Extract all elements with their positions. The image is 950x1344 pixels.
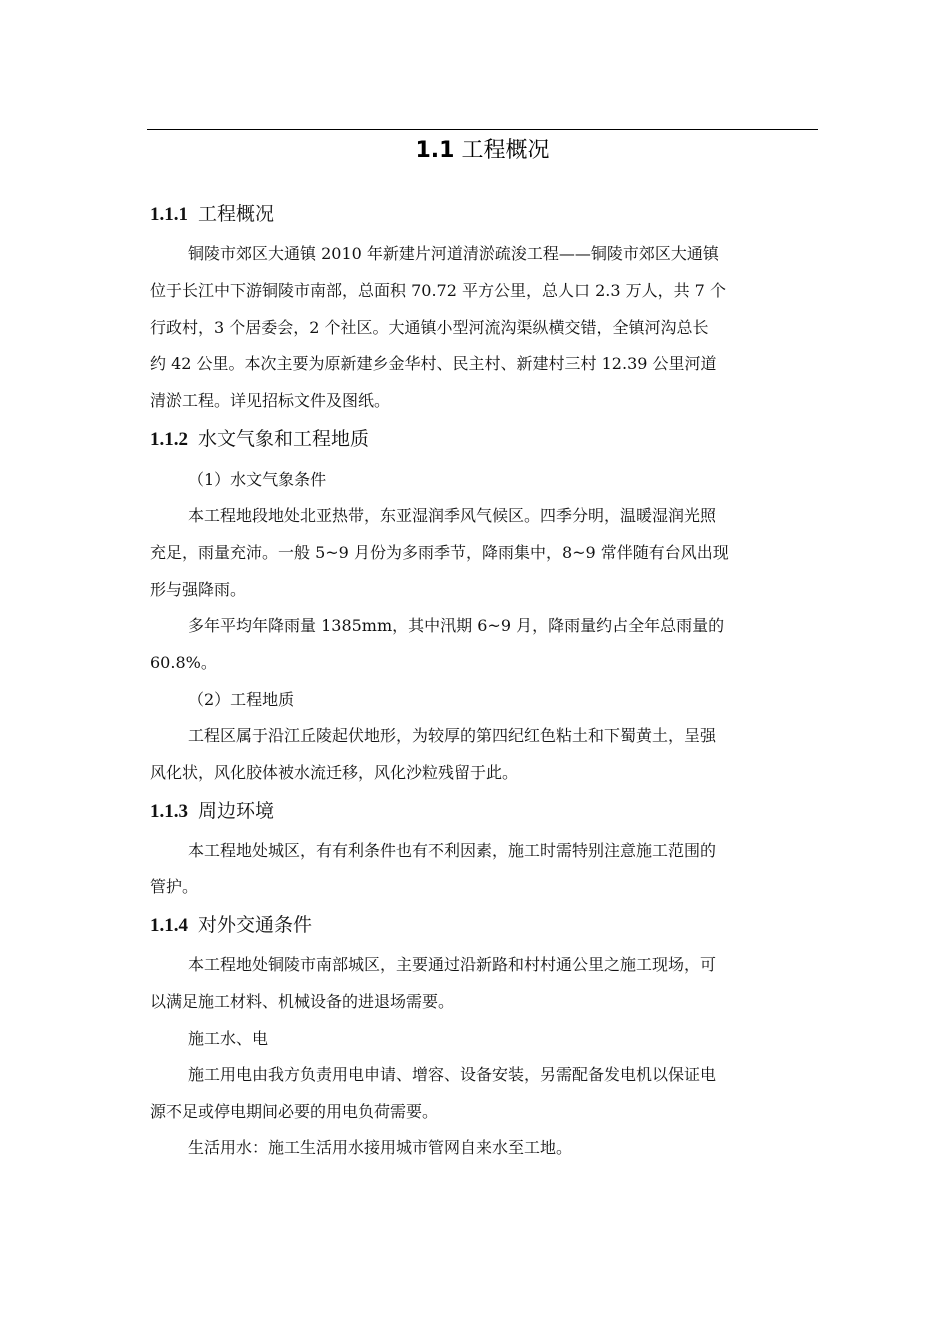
paragraph-line: 生活用水：施工生活用水接用城市管网自来水至工地。 bbox=[188, 1138, 573, 1158]
subsection-number: 1.1.1 bbox=[150, 204, 188, 225]
subsection-heading-text: 工程概况 bbox=[198, 203, 275, 225]
paragraph-line: 以满足施工材料、机械设备的进退场需要。 bbox=[150, 991, 455, 1011]
paragraph-line: 60.8%。 bbox=[150, 653, 217, 673]
subsection-heading-1-1-4 bbox=[150, 906, 816, 944]
paragraph-line: 施工用电由我方负责用电申请、增容、设备安装，另需配备发电机以保证电 bbox=[188, 1064, 717, 1084]
paragraph-line: 风化状，风化胶体被水流迁移，风化沙粒残留于此。 bbox=[150, 762, 519, 782]
paragraph-line: 源不足或停电期间必要的用电负荷需要。 bbox=[150, 1101, 439, 1121]
subsection-heading-1-1-2 bbox=[150, 420, 816, 458]
paragraph bbox=[150, 236, 816, 420]
section-title-text: 工程概况 bbox=[461, 138, 550, 163]
subsection-heading-1-1-1 bbox=[150, 195, 816, 233]
subsection-heading-text: 水文气象和工程地质 bbox=[198, 427, 370, 450]
paragraph-line: 铜陵市郊区大通镇 2010 年新建片河道清淤疏浚工程——铜陵市郊区大通镇 bbox=[188, 244, 719, 263]
section-title bbox=[147, 134, 818, 168]
document-body bbox=[150, 195, 816, 1167]
paragraph-line: 本工程地段地处北亚热带，东亚湿润季风气候区。四季分明，温暖湿润光照 bbox=[188, 505, 717, 525]
paragraph-line: 本工程地处铜陵市南部城区，主要通过沿新路和村村通公里之施工现场，可 bbox=[188, 955, 717, 975]
subsection-heading-text: 对外交通条件 bbox=[198, 914, 313, 937]
paragraph bbox=[150, 718, 816, 792]
paragraph-line: 管护。 bbox=[150, 877, 199, 897]
paragraph-line: 约 42 公里。本次主要为原新建乡金华村、民主村、新建村三村 12.39 公里河道 bbox=[150, 354, 717, 374]
paragraph-line: 形与强降雨。 bbox=[150, 579, 247, 599]
subsection-heading-1-1-3 bbox=[150, 792, 816, 830]
subsection-number: 1.1.4 bbox=[150, 915, 188, 937]
subsection-heading-text: 周边环境 bbox=[198, 799, 275, 822]
subsection-number: 1.1.2 bbox=[150, 428, 188, 450]
paragraph-line: 本工程地处城区，有有利条件也有不利因素，施工时需特别注意施工范围的 bbox=[188, 840, 717, 860]
paragraph bbox=[150, 608, 816, 682]
paragraph bbox=[150, 1130, 816, 1167]
paragraph bbox=[150, 947, 816, 1021]
paragraph-line: 行政村，3 个居委会，2 个社区。大通镇小型河流沟渠纵横交错，全镇河沟总长 bbox=[150, 317, 709, 337]
paragraph bbox=[150, 1057, 816, 1131]
paragraph-line: 多年平均年降雨量 1385mm，其中汛期 6~9 月，降雨量约占全年总雨量的 bbox=[188, 616, 725, 636]
paragraph-line: 位于长江中下游铜陵市南部，总面积 70.72 平方公里，总人口 2.3 万人，共 7 个 bbox=[150, 280, 726, 300]
paragraph bbox=[150, 833, 816, 907]
subsection-number: 1.1.3 bbox=[150, 800, 188, 822]
section-title-number: 1.1 bbox=[415, 138, 455, 163]
sub-heading: （2）工程地质 bbox=[188, 689, 295, 709]
paragraph-line: 充足，雨量充沛。一般 5~9 月份为多雨季节，降雨集中，8~9 常伴随有台风出现 bbox=[150, 542, 729, 562]
paragraph bbox=[150, 498, 816, 608]
paragraph-line: 清淤工程。详见招标文件及图纸。 bbox=[150, 391, 391, 411]
header-rule bbox=[147, 129, 818, 130]
sub-heading: （1）水文气象条件 bbox=[188, 469, 327, 489]
paragraph-line: 工程区属于沿江丘陵起伏地形，为较厚的第四纪红色粘土和下蜀黄土，呈强 bbox=[188, 725, 717, 745]
sub-heading: 施工水、电 bbox=[188, 1028, 269, 1048]
